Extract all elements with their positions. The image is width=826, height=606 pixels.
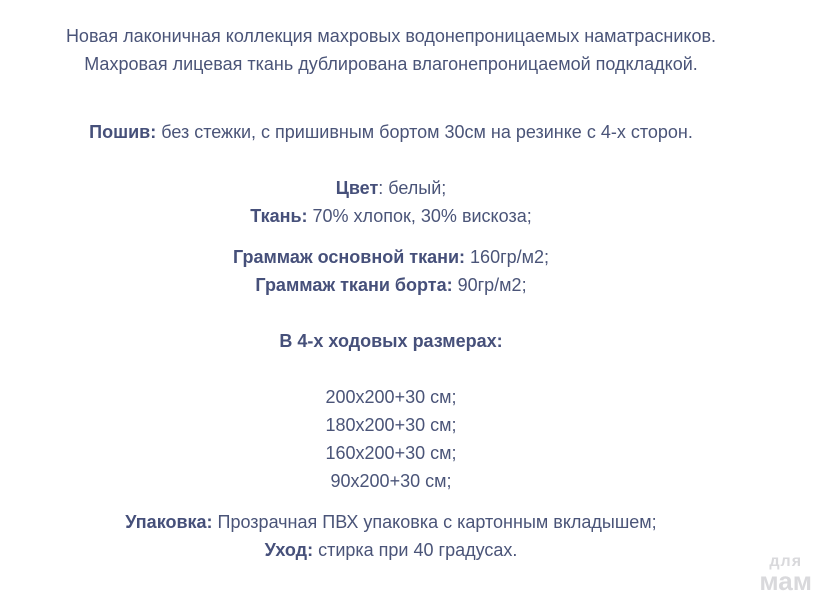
fabric-line <box>0 205 782 227</box>
sizes-heading: В 4-х ходовых размерах: <box>279 331 503 351</box>
border-density-value: 90гр/м2; <box>452 275 527 295</box>
sewing-value: без стежки, с пришивным бортом 30см на резинке с 4-х сторон. <box>156 122 693 142</box>
border-density-line <box>0 274 782 296</box>
fabric-label: Ткань: <box>250 206 308 226</box>
sewing-line <box>0 121 782 143</box>
color-value: : белый; <box>378 178 447 198</box>
watermark-top: для <box>769 553 803 570</box>
fabric-value: 70% хлопок, 30% вискоза; <box>307 206 532 226</box>
sewing-label: Пошив: <box>89 122 157 142</box>
packaging-label: Упаковка: <box>125 512 213 532</box>
main-density-label: Граммаж основной ткани: <box>232 247 466 267</box>
intro-line-1: Новая лаконичная коллекция махровых водонепроницаемых наматрасников. <box>65 26 717 46</box>
size-item: 160х200+30 см; <box>325 443 457 463</box>
color-label: Цвет <box>335 178 379 198</box>
main-density-value: 160гр/м2; <box>465 247 550 267</box>
size-item: 180х200+30 см; <box>325 415 457 435</box>
care-value: стирка при 40 градусах. <box>313 540 518 560</box>
color-line <box>0 177 782 199</box>
care-line <box>0 539 782 561</box>
packaging-line <box>0 511 782 533</box>
size-item: 200х200+30 см; <box>325 387 457 407</box>
border-density-label: Граммаж ткани борта: <box>255 275 453 295</box>
care-label: Уход: <box>264 540 314 560</box>
main-density-line <box>0 246 782 268</box>
size-item: 90х200+30 см; <box>330 471 452 491</box>
packaging-value: Прозрачная ПВХ упаковка с картонным вкладышем; <box>212 512 657 532</box>
site-watermark-logo <box>759 554 812 594</box>
watermark-bottom: мам <box>759 566 812 596</box>
intro-line-2: Махровая лицевая ткань дублирована влагонепроницаемой подкладкой. <box>84 54 698 74</box>
